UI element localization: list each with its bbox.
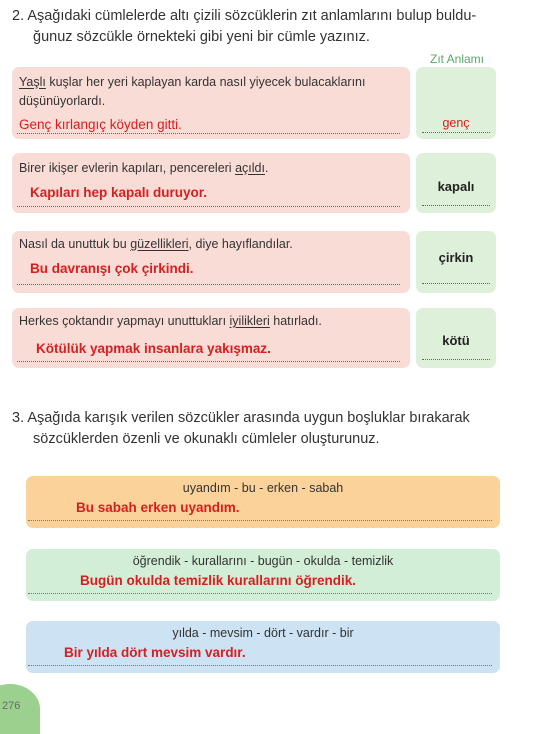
writing-line	[422, 283, 490, 284]
scrambled-words-3: yılda - mevsim - dört - vardır - bir	[172, 626, 354, 640]
underlined-word: Yaşlı	[19, 75, 46, 89]
writing-line	[422, 132, 490, 133]
example-sentence-box-1	[12, 67, 410, 139]
sentence-text: , diye hayıflandılar.	[188, 237, 293, 251]
answer-word-4[interactable]: kötü	[442, 333, 470, 348]
sentence-text: .	[264, 161, 269, 175]
page-number: 276	[2, 700, 21, 712]
sentence-text: hatırladı.	[269, 314, 322, 328]
underlined-word: güzellikleri	[130, 237, 189, 251]
example-sentence-box-4	[12, 308, 410, 368]
answer-sentence-4[interactable]: Kötülük yapmak insanlara yakışmaz.	[36, 341, 271, 356]
scrambled-words-box-2	[26, 549, 500, 601]
sentence-text: kuşlar her yeri kaplayan karda nasıl yiyecek bulacaklarını	[45, 75, 366, 89]
answer-word-1[interactable]: genç	[442, 116, 470, 130]
sentence-1-line-2: düşünüyorlardı.	[19, 94, 106, 108]
writing-line	[17, 361, 400, 362]
writing-line	[17, 206, 400, 207]
sentence-answer-1[interactable]: Bu sabah erken uyandım.	[76, 500, 240, 515]
answer-word-3[interactable]: çirkin	[438, 250, 474, 265]
writing-line	[17, 284, 400, 285]
scrambled-words-box-3	[26, 621, 500, 673]
answer-word-box-2	[416, 153, 496, 213]
scrambled-words-1: uyandım - bu - erken - sabah	[182, 481, 344, 495]
sentence-answer-3[interactable]: Bir yılda dört mevsim vardır.	[64, 645, 246, 660]
answer-word-box-4	[416, 308, 496, 368]
question-3-line-2: sözcüklerden özenli ve okunaklı cümleler oluşturunuz.	[33, 431, 380, 447]
scrambled-words-2: öğrendik - kurallarını - bugün - okulda - temizlik	[132, 554, 394, 568]
example-sentence-box-3	[12, 231, 410, 293]
question-3-line-1: 3. Aşağıda karışık verilen sözcükler arasında uygun boşluklar bırakarak	[12, 410, 470, 426]
sentence-4	[19, 312, 402, 331]
underlined-word: açıldı	[235, 161, 265, 175]
sentence-answer-2[interactable]: Bugün okulda temizlik kurallarını öğrendik.	[80, 573, 357, 588]
writing-line	[28, 520, 492, 521]
question-2-line-1: 2. Aşağıdaki cümlelerde altı çizili sözcüklerin zıt anlamlarını bulup buldu-	[12, 8, 477, 24]
writing-line	[28, 593, 492, 594]
answer-word-box-1	[416, 67, 496, 139]
sentence-text: Birer ikişer evlerin kapıları, pencereleri	[19, 161, 236, 175]
underlined-word: iyilikleri	[229, 314, 270, 328]
sentence-2	[19, 159, 402, 178]
answer-sentence-3[interactable]: Bu davranışı çok çirkindi.	[30, 261, 194, 276]
sentence-text: Nasıl da unuttuk bu	[19, 237, 131, 251]
example-sentence-box-2	[12, 153, 410, 213]
writing-line	[17, 133, 400, 134]
answer-word-2[interactable]: kapalı	[437, 179, 475, 194]
sentence-3	[19, 235, 402, 254]
writing-line	[422, 359, 490, 360]
answer-sentence-1[interactable]: Genç kırlangıç köyden gitti.	[19, 117, 182, 132]
question-2-line-2: ğunuz sözcükle örnekteki gibi yeni bir cümle yazınız.	[33, 29, 370, 45]
answer-sentence-2[interactable]: Kapıları hep kapalı duruyor.	[30, 185, 208, 200]
writing-line	[28, 665, 492, 666]
writing-line	[422, 205, 490, 206]
answer-word-box-3	[416, 231, 496, 293]
sentence-text: Herkes çoktandır yapmayı unuttukları	[19, 314, 230, 328]
scrambled-words-box-1	[26, 476, 500, 528]
column-header-zit-anlami: Zıt Anlamı	[429, 52, 485, 66]
sentence-1	[19, 73, 402, 92]
